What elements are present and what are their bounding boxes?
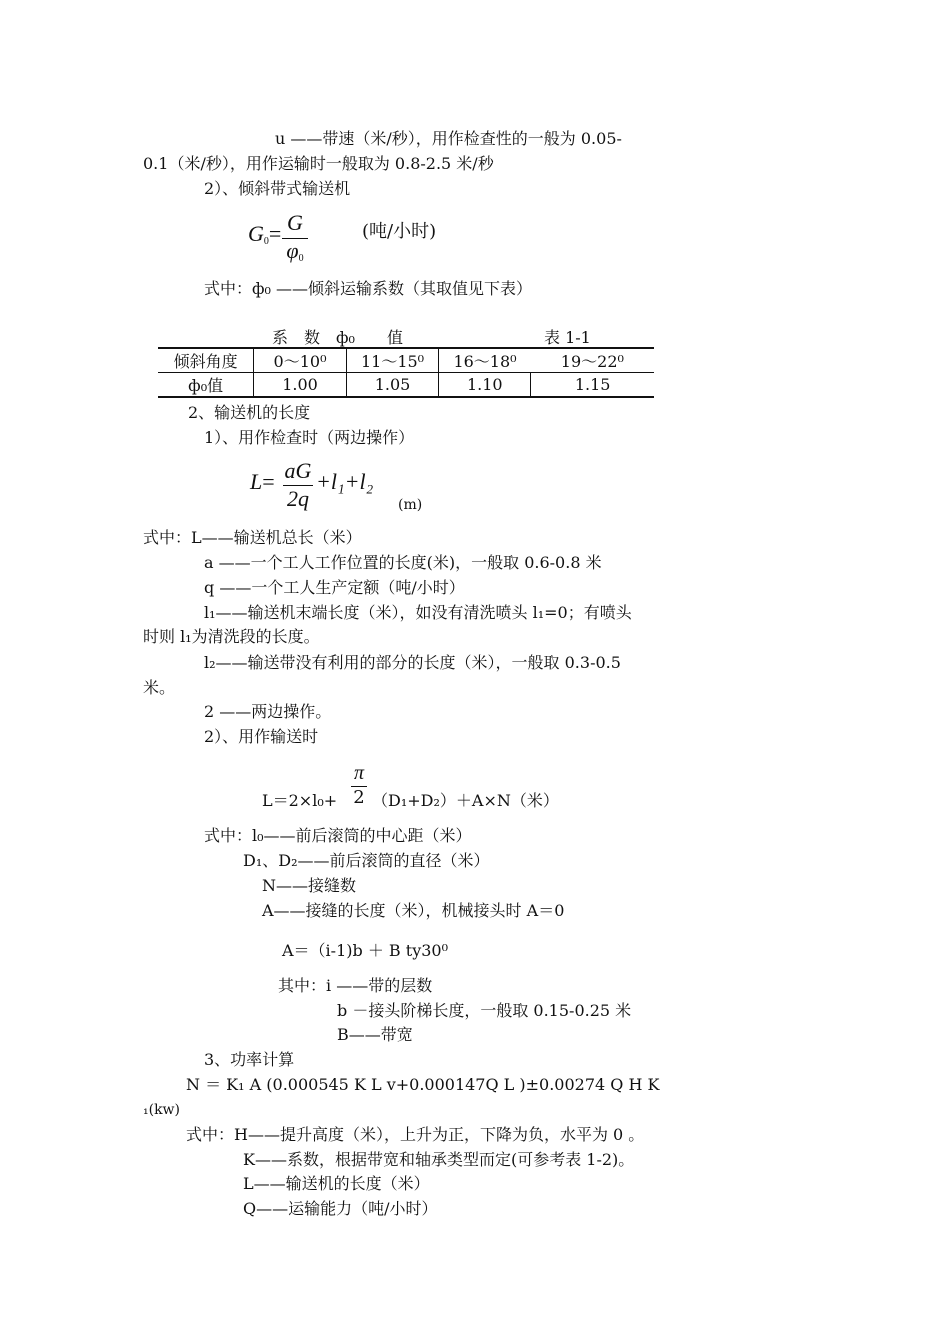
text-line: 式中：l₀——前后滚筒的中心距（米） <box>204 826 472 845</box>
text-line: K——系数，根据带宽和轴承类型而定(可参考表 1-2)。 <box>243 1150 635 1169</box>
text-line: 1）、用作检查时（两边操作） <box>204 428 415 447</box>
table-row <box>158 373 654 398</box>
table-cell: 1.00 <box>254 373 346 398</box>
section-heading: 3、功率计算 <box>204 1050 295 1069</box>
text-line: A＝（i-1)b ＋ B ty30⁰ <box>282 941 449 960</box>
text-line: N——接缝数 <box>262 876 357 895</box>
text-line: 2 ——两边操作。 <box>204 702 332 721</box>
text-line: ₁(kw) <box>143 1102 181 1118</box>
text-line: b －接头阶梯长度，一般取 0.15-0.25 米 <box>337 1001 632 1020</box>
text-line: L——输送机的长度（米） <box>243 1174 430 1193</box>
coefficient-table <box>158 347 654 398</box>
table-cell: 1.10 <box>439 373 531 398</box>
text-line: B——带宽 <box>337 1025 413 1044</box>
text-line: l₂——输送带没有利用的部分的长度（米），一般取 0.3-0.5 <box>204 653 621 672</box>
text-line: 式中：ф₀ ——倾斜运输系数（其取值见下表） <box>204 279 533 298</box>
text-line: 0.1（米/秒），用作运输时一般取为 0.8-2.5 米/秒 <box>143 154 494 173</box>
text-line: 2）、倾斜带式输送机 <box>204 179 351 198</box>
text-line: N ＝ K₁ A (0.000545 K L v+0.000147Q L )±0.00274 Q H K <box>186 1075 660 1094</box>
text-line: A——接缝的长度（米），机械接头时 A＝0 <box>262 901 565 920</box>
table-label: 表 1-1 <box>544 328 591 347</box>
table-cell: 1.05 <box>346 373 438 398</box>
table-row <box>158 348 654 373</box>
text-line: a ——一个工人工作位置的长度(米)，一般取 0.6-0.8 米 <box>204 553 602 572</box>
text-line: 其中：i ——带的层数 <box>278 976 433 995</box>
text-line: q ——一个工人生产定额（吨/小时） <box>204 578 465 597</box>
text-line: u ——带速（米/秒），用作检查性的一般为 0.05- <box>275 129 622 148</box>
section-heading: 2、输送机的长度 <box>188 403 311 422</box>
table-cell: 19～22⁰ <box>531 348 654 373</box>
table-cell: 倾斜角度 <box>158 348 254 373</box>
table-cell: 1.15 <box>531 373 654 398</box>
table-cell: 0～10⁰ <box>254 348 346 373</box>
text-line: D₁、D₂——前后滚筒的直径（米） <box>243 851 490 870</box>
text-line: 式中：H——提升高度（米），上升为正，下降为负，水平为 0 。 <box>186 1125 645 1144</box>
table-caption: 系 数 ф₀ 值 <box>272 328 403 347</box>
text-line: 2）、用作输送时 <box>204 727 319 746</box>
text-line: 米。 <box>143 678 176 697</box>
text-line: 时则 l₁为清洗段的长度。 <box>143 627 320 646</box>
text-line: Q——运输能力（吨/小时） <box>243 1199 438 1218</box>
table-cell: 16～18⁰ <box>439 348 531 373</box>
text-line: l₁——输送机末端长度（米），如没有清洗喷头 l₁=0；有喷头 <box>204 603 632 622</box>
text-line: 式中：L——输送机总长（米） <box>143 528 362 547</box>
table-cell: ф₀值 <box>158 373 254 398</box>
table-cell: 11～15⁰ <box>346 348 438 373</box>
